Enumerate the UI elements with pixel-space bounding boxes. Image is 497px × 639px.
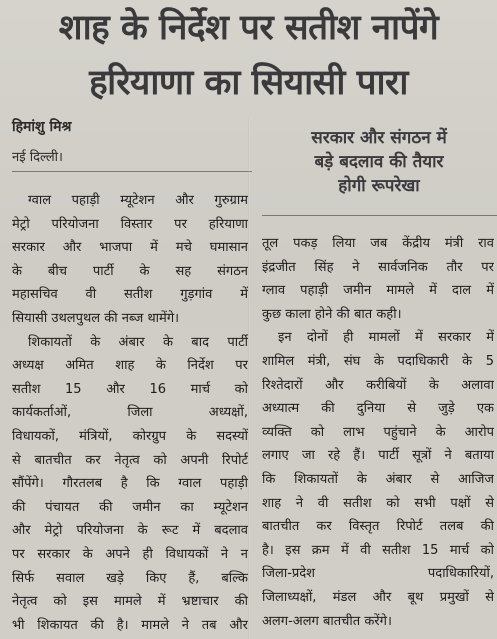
subheadline-rule (262, 215, 497, 216)
body-line: है। इस क्रम में वी सतीश 15 मार्च को (262, 542, 494, 558)
body-line: कि शिकायतों के अंबार से आजिज (262, 471, 494, 487)
byline: हिमांशु मिश्र (12, 119, 72, 135)
body-line: सिर्फ सवाल खड़े किए हैं, बल्कि (12, 570, 248, 586)
body-line: नेतृत्व को इस मामले में भ्रष्टाचार की (12, 594, 248, 610)
body-line: सौंपेंगे। गौरतलब है कि ग्वाल पहाड़ी (12, 476, 248, 492)
column-divider-rule (12, 171, 252, 172)
body-line: विधायकों, मंत्रियों, कोरग्रुप के सदस्यों (12, 428, 248, 444)
body-line: कार्यकर्ताओं, जिला अध्यक्षों, (12, 405, 248, 421)
body-line: और मेट्रो परियोजना के रूट में बदलाव (12, 523, 248, 539)
body-line: के बीच पार्टी के सह संगठन (12, 263, 248, 279)
body-line: महासचिव वी सतीश गुड़गांव में (12, 287, 248, 303)
body-column-left (12, 189, 248, 637)
body-line: सियासी उथलपुथल की नब्ज थामेंगे। (12, 310, 180, 326)
body-line: मेट्रो परियोजना विस्तार पर हरियाणा (12, 216, 248, 232)
body-line: शामिल मंत्री, संघ के पदाधिकारी के 5 (262, 353, 494, 369)
body-line: तूल पकड़ लिया जब केंद्रीय मंत्री राव (262, 236, 494, 251)
body-line: अध्यात्म की दुनिया से जुड़े एक (262, 401, 494, 417)
body-line: से बातचीत कर नेतृत्व को अपनी रिपोर्ट (12, 452, 248, 468)
body-line: शिकायतों के अंबार के बाद पार्टी (28, 334, 248, 350)
body-line: व्यक्ति को लाभ पहुंचाने के आरोप (262, 424, 494, 440)
body-line: अलग-अलग बातचीत करेंगे। (262, 613, 392, 629)
headline-line-2: हरियाणा का सियासी पारा (89, 63, 408, 103)
body-line: शाह ने वी सतीश को सभी पक्षों से (262, 495, 494, 511)
headline-line-1: शाह के निर्देश पर सतीश नापेंगे (58, 8, 439, 48)
subheadline-line: बड़े बदलाव की तैयार (314, 152, 444, 172)
body-line: रिश्तेदारों और करीबियों के अलावा (262, 377, 494, 393)
body-line: सरकार और भाजपा में मचे घमासान (12, 240, 248, 256)
body-line: की पंचायत की जमीन का म्यूटेशन (12, 499, 248, 515)
body-line: ग्लाव पहाड़ी जमीन मामले में दाल में (262, 283, 494, 299)
body-line: भी शिकायत की है। मामले ने तब और (12, 617, 248, 633)
body-line: सतीश 15 और 16 मार्च को (12, 381, 248, 397)
body-line: लगाए जा रहे हैं। पार्टी सूत्रों ने बताया (262, 448, 494, 464)
body-column-right (262, 232, 494, 633)
dateline: नई दिल्ली। (12, 150, 63, 165)
body-line: ग्वाल पहाड़ी म्यूटेशन और गुरुग्राम (28, 193, 248, 208)
subheadline-line: सरकार और संगठन में (311, 128, 447, 148)
body-line: पर सरकार के अपने ही विधायकों ने न (12, 546, 248, 562)
body-line: इन दोनों ही मामलों में सरकार में (278, 330, 494, 346)
body-line: अध्यक्ष अमित शाह के निर्देश पर (12, 358, 248, 374)
body-line: जिलाध्यक्षों, मंडल और बूथ प्रमुखों से (262, 589, 494, 605)
subheadline-line: होगी रूपरेखा (338, 176, 420, 196)
body-line: जिला-प्रदेश पदाधिकारियों, (262, 566, 494, 582)
body-line: बातचीत कर विस्तृत रिपोर्ट तलब की (262, 519, 494, 535)
body-line: कुछ काला होने की बात कही। (262, 306, 402, 322)
subheadline (264, 126, 494, 198)
body-line: इंद्रजीत सिंह ने सार्वजनिक तौर पर (262, 259, 494, 275)
column-gutter (248, 118, 250, 639)
